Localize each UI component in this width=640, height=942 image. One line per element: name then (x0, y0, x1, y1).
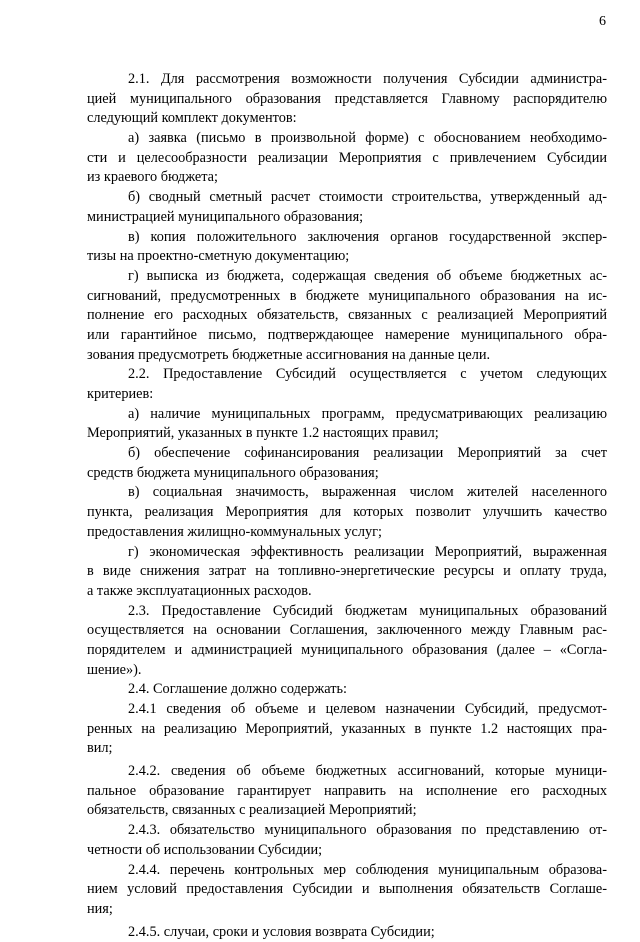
text-line: г) экономическая эффективность реализации Мероприятий, выраженная (128, 543, 607, 560)
text-line: нием условий предоставления Субсидии и выполнения обязательств Соглаше- (87, 881, 607, 898)
paragraph-2-4-1 (87, 700, 607, 759)
text-line: пальное образование гарантирует направить на исполнение его расходных (87, 782, 607, 799)
paragraph-2-3 (87, 602, 607, 681)
paragraph-2-2-a (87, 405, 607, 444)
paragraph-2-4-2 (87, 762, 607, 821)
paragraph-2-2 (87, 365, 607, 404)
paragraph-2-2-b (87, 444, 607, 483)
text-line: 2.2. Предоставление Субсидий осуществляется с учетом следующих (128, 366, 607, 383)
text-line: в виде снижения затрат на топливно-энергетические ресурсы и оплату труда, (87, 563, 607, 580)
text-line: 2.4.3. обязательство муниципального образования по представлению от- (128, 822, 607, 839)
paragraph-2-1-c (87, 228, 607, 267)
text-line: средств бюджета муниципального образования; (87, 464, 379, 481)
text-line: 2.4.2. сведения об объеме бюджетных ассигнований, которые муници- (128, 763, 607, 780)
text-line: 2.1. Для рассмотрения возможности получения Субсидии администра- (128, 71, 607, 87)
text-line: в) социальная значимость, выраженная числом жителей населенного (128, 484, 607, 501)
text-line: в) копия положительного заключения органов государственной экспер- (128, 228, 607, 245)
text-line: шение»). (87, 661, 142, 678)
paragraph-2-1-b (87, 188, 607, 227)
paragraph-2-1 (87, 70, 607, 129)
paragraph-2-4-3 (87, 821, 607, 860)
text-line: ния; (87, 900, 113, 917)
page-number: 6 (599, 14, 606, 29)
text-line: ренных на реализацию Мероприятий, указанных в пункте 1.2 настоящих пра- (87, 720, 607, 737)
text-line: 2.4.1 сведения об объеме и целевом назначении Субсидий, предусмот- (128, 701, 607, 717)
text-line: сти и целесообразности реализации Мероприятия с привлечением Субсидии (87, 149, 607, 166)
text-line: тизы на проектно-сметную документацию; (87, 248, 350, 265)
text-line: осуществляется на основании Соглашения, заключенного между Главным рас- (87, 622, 607, 639)
text-line: зования предусмотреть бюджетные ассигнования на данные цели. (87, 346, 491, 363)
text-line: Мероприятий, указанных в пункте 1.2 настоящих правил; (87, 425, 439, 442)
text-line: полнение его расходных обязательств, связанных с реализацией Мероприятий (87, 307, 607, 324)
text-line: порядителем и администрацией муниципального образования (далее – «Согла- (87, 641, 607, 658)
text-line: цией муниципального образования представляется Главному распорядителю (87, 90, 607, 107)
text-line: четности об использовании Субсидии; (87, 841, 323, 858)
text-line: министрацией муниципального образования; (87, 208, 364, 225)
text-line: пункта, реализация Мероприятия для которых позволит улучшить качество (87, 504, 607, 521)
text-line: 2.4.4. перечень контрольных мер соблюдения муниципальным образова- (128, 861, 607, 878)
paragraph-2-4-5 (87, 923, 607, 942)
paragraph-2-1-d (87, 267, 607, 365)
paragraph-2-4-4 (87, 861, 607, 920)
text-line: сигнований, предусмотренных в бюджете муниципального образования на ис- (87, 287, 607, 304)
paragraph-2-2-c (87, 483, 607, 542)
document-body (87, 70, 607, 942)
text-line: критериев: (87, 386, 154, 402)
text-line: а) заявка (письмо в произвольной форме) с обоснованием необходимо- (128, 130, 607, 147)
paragraph-2-4 (87, 680, 607, 700)
text-line: а также эксплуатационных расходов. (87, 582, 312, 599)
text-line: следующий комплект документов: (87, 110, 297, 127)
text-line: а) наличие муниципальных программ, предусматривающих реализацию (128, 405, 607, 422)
paragraph-2-2-d (87, 543, 607, 602)
text-line: г) выписка из бюджета, содержащая сведения об объеме бюджетных ас- (128, 267, 607, 284)
text-line: 2.4. Соглашение должно содержать: (128, 681, 347, 698)
text-line: 2.4.5. случаи, сроки и условия возврата Субсидии; (128, 923, 435, 940)
text-line: б) обеспечение софинансирования реализации Мероприятий за счет (128, 445, 607, 462)
text-line: вил; (87, 740, 113, 757)
text-line: или гарантийное письмо, подтверждающее намерение муниципального обра- (87, 326, 607, 343)
text-line: предоставления жилищно-коммунальных услуг; (87, 523, 382, 540)
text-line: 2.3. Предоставление Субсидий бюджетам муниципальных образований (128, 602, 607, 619)
text-line: из краевого бюджета; (87, 169, 218, 186)
paragraph-2-1-a (87, 129, 607, 188)
text-line: б) сводный сметный расчет стоимости строительства, утвержденный ад- (128, 189, 607, 206)
text-line: обязательств, связанных с реализацией Мероприятий; (87, 802, 417, 819)
